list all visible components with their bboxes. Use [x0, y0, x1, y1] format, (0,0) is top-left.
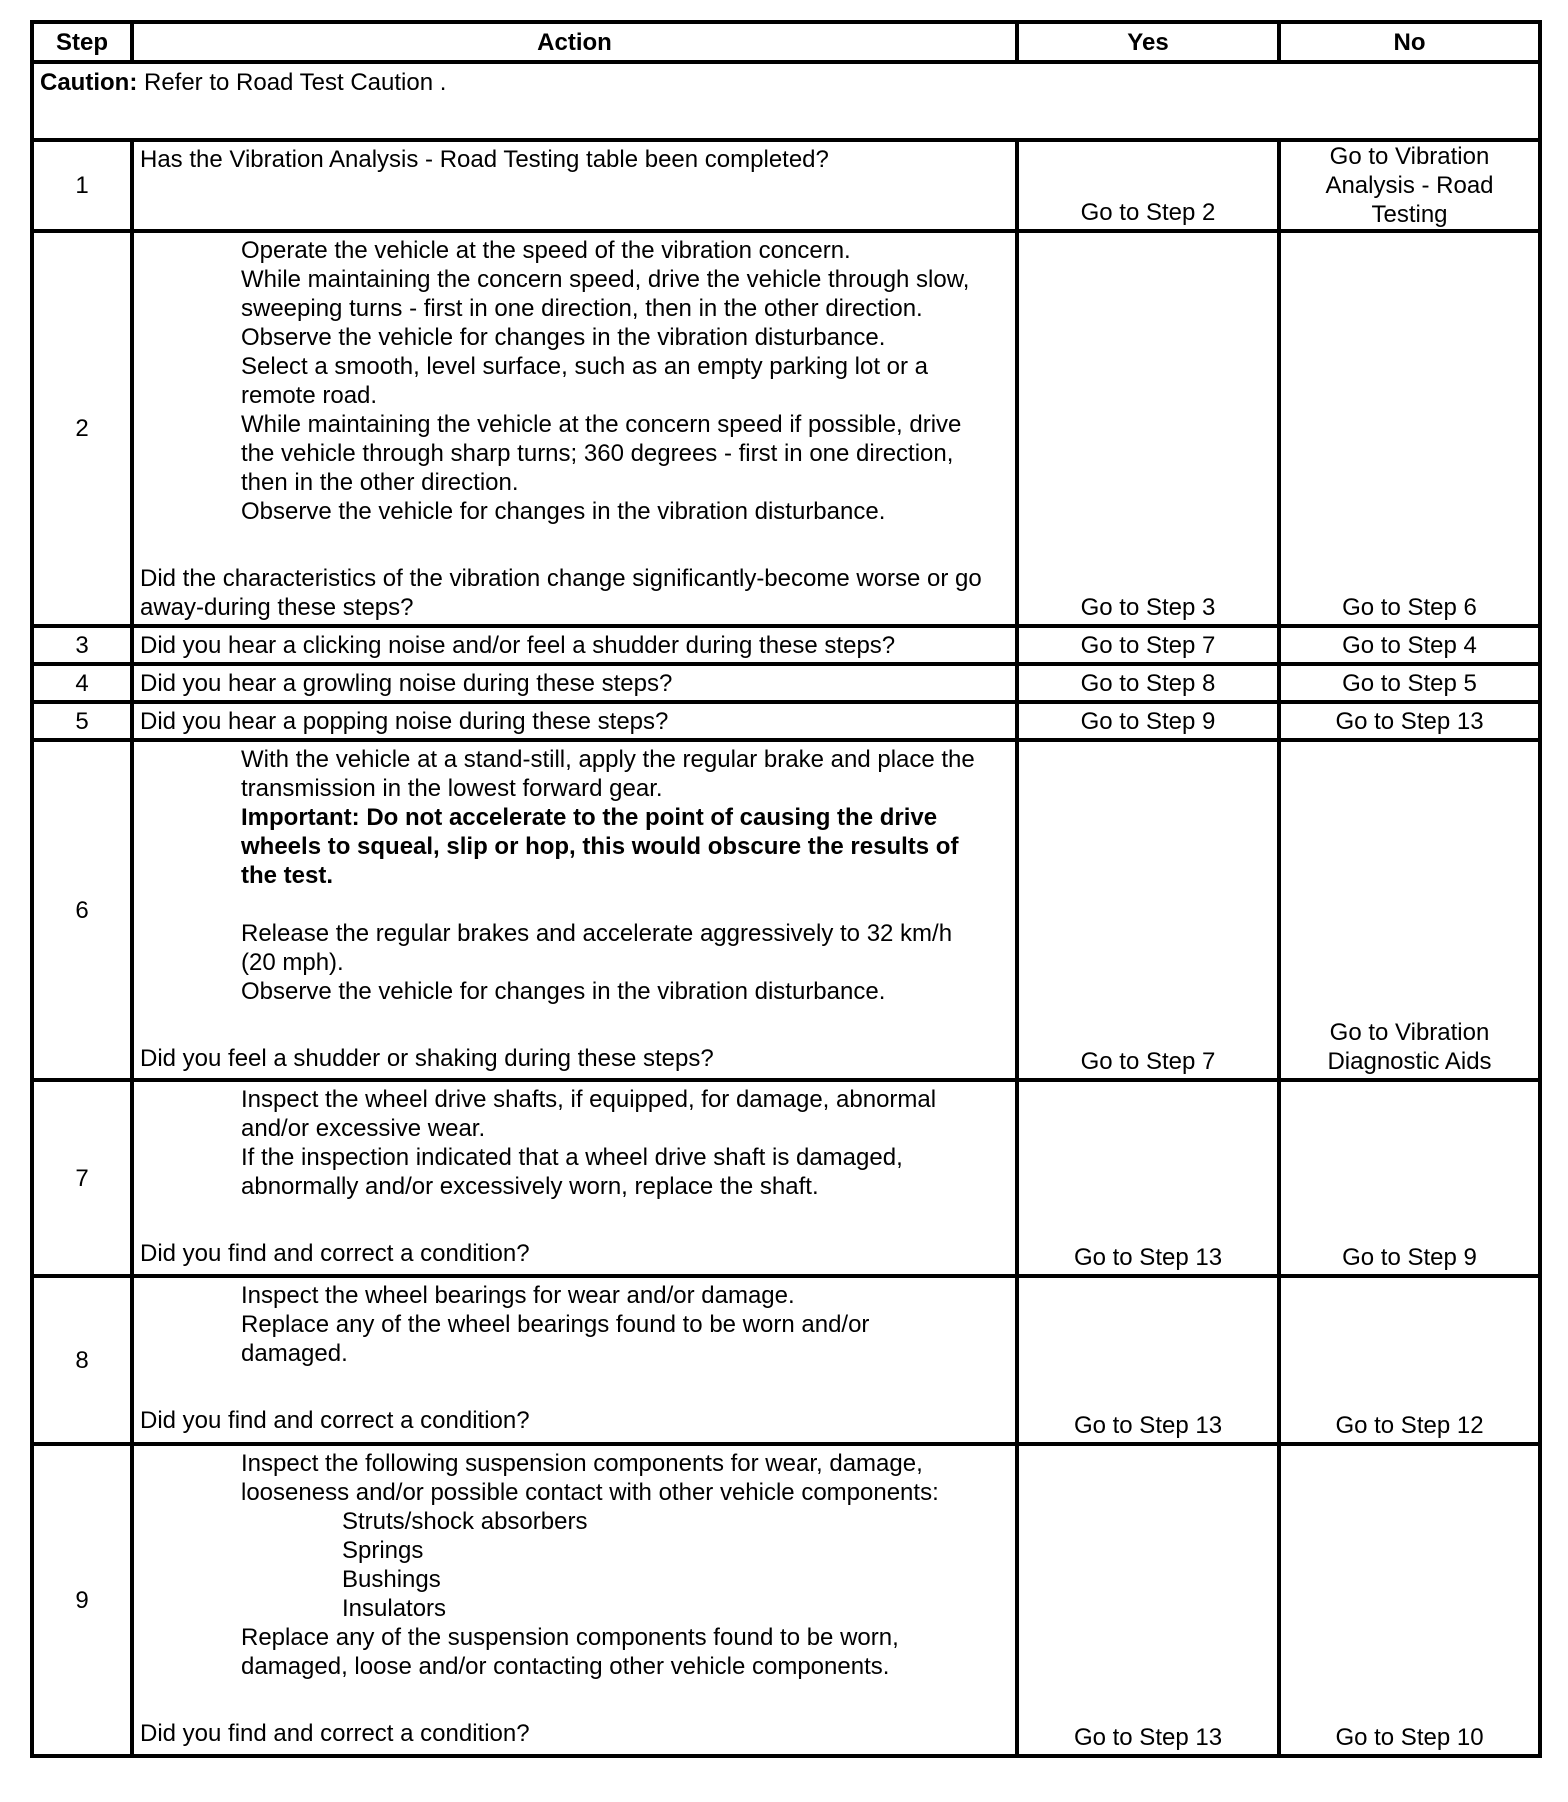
instruction-line: remote road. [241, 382, 378, 409]
caution-cell [32, 62, 1540, 140]
action-cell [132, 140, 1017, 231]
header-action: Action [132, 22, 1017, 62]
yes-cell: Go to Step 13 [1017, 1444, 1279, 1756]
instruction-line: Replace any of the suspension components found to be worn, [241, 1624, 899, 1651]
instruction-line: Inspect the wheel drive shafts, if equipped, for damage, abnormal [241, 1086, 937, 1113]
action-cell [132, 1444, 1017, 1756]
instruction-line: With the vehicle at a stand-still, apply the regular brake and place the [241, 746, 975, 773]
caution-label: Caution: [40, 69, 138, 96]
step-number: 6 [32, 740, 132, 1080]
no-cell: Go to Step 12 [1279, 1276, 1540, 1444]
header-yes: Yes [1017, 22, 1279, 62]
instruction-line: While maintaining the vehicle at the concern speed if possible, drive [241, 411, 962, 438]
no-cell: Go to Step 10 [1279, 1444, 1540, 1756]
instruction-line: looseness and/or possible contact with other vehicle components: [241, 1479, 939, 1506]
instruction-line: Replace any of the wheel bearings found to be worn and/or [241, 1311, 870, 1338]
question-text: Did you hear a clicking noise and/or feel a shudder during these steps? [140, 632, 896, 659]
table-row [32, 1444, 1540, 1756]
step-number: 8 [32, 1276, 132, 1444]
instruction-line: damaged, loose and/or contacting other vehicle components. [241, 1653, 890, 1680]
instruction-line: Select a smooth, level surface, such as an empty parking lot or a [241, 353, 929, 380]
yes-cell: Go to Step 2 [1017, 140, 1279, 231]
instruction-line: and/or excessive wear. [241, 1115, 486, 1142]
action-cell [132, 740, 1017, 1080]
instruction-line: Operate the vehicle at the speed of the vibration concern. [241, 237, 851, 264]
no-cell: Go to Step 4 [1279, 626, 1540, 664]
table-row [32, 740, 1540, 1080]
instruction-line: transmission in the lowest forward gear. [241, 775, 663, 802]
action-cell [132, 626, 1017, 664]
action-cell [132, 664, 1017, 702]
yes-cell: Go to Step 13 [1017, 1080, 1279, 1276]
instruction-line: Observe the vehicle for changes in the vibration disturbance. [241, 978, 886, 1005]
no-cell: Go to Vibration Analysis - Road Testing [1279, 140, 1540, 231]
instruction-line: While maintaining the concern speed, drive the vehicle through slow, [241, 266, 970, 293]
yes-cell: Go to Step 7 [1017, 626, 1279, 664]
question-text: Did the characteristics of the vibration change significantly-become worse or go away-during these steps? [140, 565, 982, 621]
table-row [32, 664, 1540, 702]
no-cell: Go to Step 5 [1279, 664, 1540, 702]
component-item: Bushings [342, 1566, 441, 1593]
instruction-line: Inspect the wheel bearings for wear and/or damage. [241, 1282, 795, 1309]
yes-cell: Go to Step 8 [1017, 664, 1279, 702]
instruction-line: Inspect the following suspension components for wear, damage, [241, 1450, 923, 1477]
component-item: Struts/shock absorbers [342, 1508, 588, 1535]
header-step: Step [32, 22, 132, 62]
action-cell [132, 1276, 1017, 1444]
caution-row [32, 62, 1540, 140]
step-number: 3 [32, 626, 132, 664]
component-item: Springs [342, 1537, 424, 1564]
question-text: Did you hear a popping noise during these steps? [140, 708, 669, 735]
yes-cell: Go to Step 7 [1017, 740, 1279, 1080]
instruction-line: (20 mph). [241, 949, 344, 976]
question-text: Did you hear a growling noise during these steps? [140, 670, 673, 697]
important-note: Important: Do not accelerate to the point of causing the drive wheels to squeal, slip or hop, this would obscure the results of the test. [241, 804, 959, 889]
table-row [32, 1276, 1540, 1444]
step-number: 7 [32, 1080, 132, 1276]
step-number: 2 [32, 231, 132, 626]
no-cell: Go to Vibration Diagnostic Aids [1279, 740, 1540, 1080]
step-number: 1 [32, 140, 132, 231]
instruction-line: sweeping turns - first in one direction, then in the other direction. [241, 295, 923, 322]
table-row [32, 702, 1540, 740]
instruction-line: Observe the vehicle for changes in the vibration disturbance. [241, 498, 886, 525]
instruction-line: Release the regular brakes and accelerate aggressively to 32 km/h [241, 920, 953, 947]
header-no: No [1279, 22, 1540, 62]
instruction-line: abnormally and/or excessively worn, replace the shaft. [241, 1173, 819, 1200]
table-row [32, 626, 1540, 664]
no-cell: Go to Step 9 [1279, 1080, 1540, 1276]
instruction-line: If the inspection indicated that a wheel drive shaft is damaged, [241, 1144, 903, 1171]
table-row [32, 140, 1540, 231]
header-row [32, 22, 1540, 62]
table-row [32, 231, 1540, 626]
action-cell [132, 702, 1017, 740]
instruction-line: then in the other direction. [241, 469, 519, 496]
diagnostic-table [30, 20, 1542, 1758]
instruction-line: Observe the vehicle for changes in the vibration disturbance. [241, 324, 886, 351]
step-number: 4 [32, 664, 132, 702]
component-item: Insulators [342, 1595, 447, 1622]
yes-cell: Go to Step 9 [1017, 702, 1279, 740]
table-row [32, 1080, 1540, 1276]
step-number: 5 [32, 702, 132, 740]
yes-cell: Go to Step 3 [1017, 231, 1279, 626]
question-text: Did you find and correct a condition? [140, 1720, 530, 1747]
action-cell [132, 231, 1017, 626]
question-text: Has the Vibration Analysis - Road Testing table been completed? [140, 146, 829, 173]
action-cell [132, 1080, 1017, 1276]
instruction-line: the vehicle through sharp turns; 360 degrees - first in one direction, [241, 440, 954, 467]
yes-cell: Go to Step 13 [1017, 1276, 1279, 1444]
no-cell: Go to Step 13 [1279, 702, 1540, 740]
question-text: Did you find and correct a condition? [140, 1240, 530, 1267]
question-text: Did you find and correct a condition? [140, 1407, 530, 1434]
question-text: Did you feel a shudder or shaking during these steps? [140, 1045, 714, 1072]
no-cell: Go to Step 6 [1279, 231, 1540, 626]
caution-text: Refer to Road Test Caution . [137, 69, 447, 96]
step-number: 9 [32, 1444, 132, 1756]
instruction-line: damaged. [241, 1340, 348, 1367]
diagnostic-table-container [30, 20, 1538, 1758]
